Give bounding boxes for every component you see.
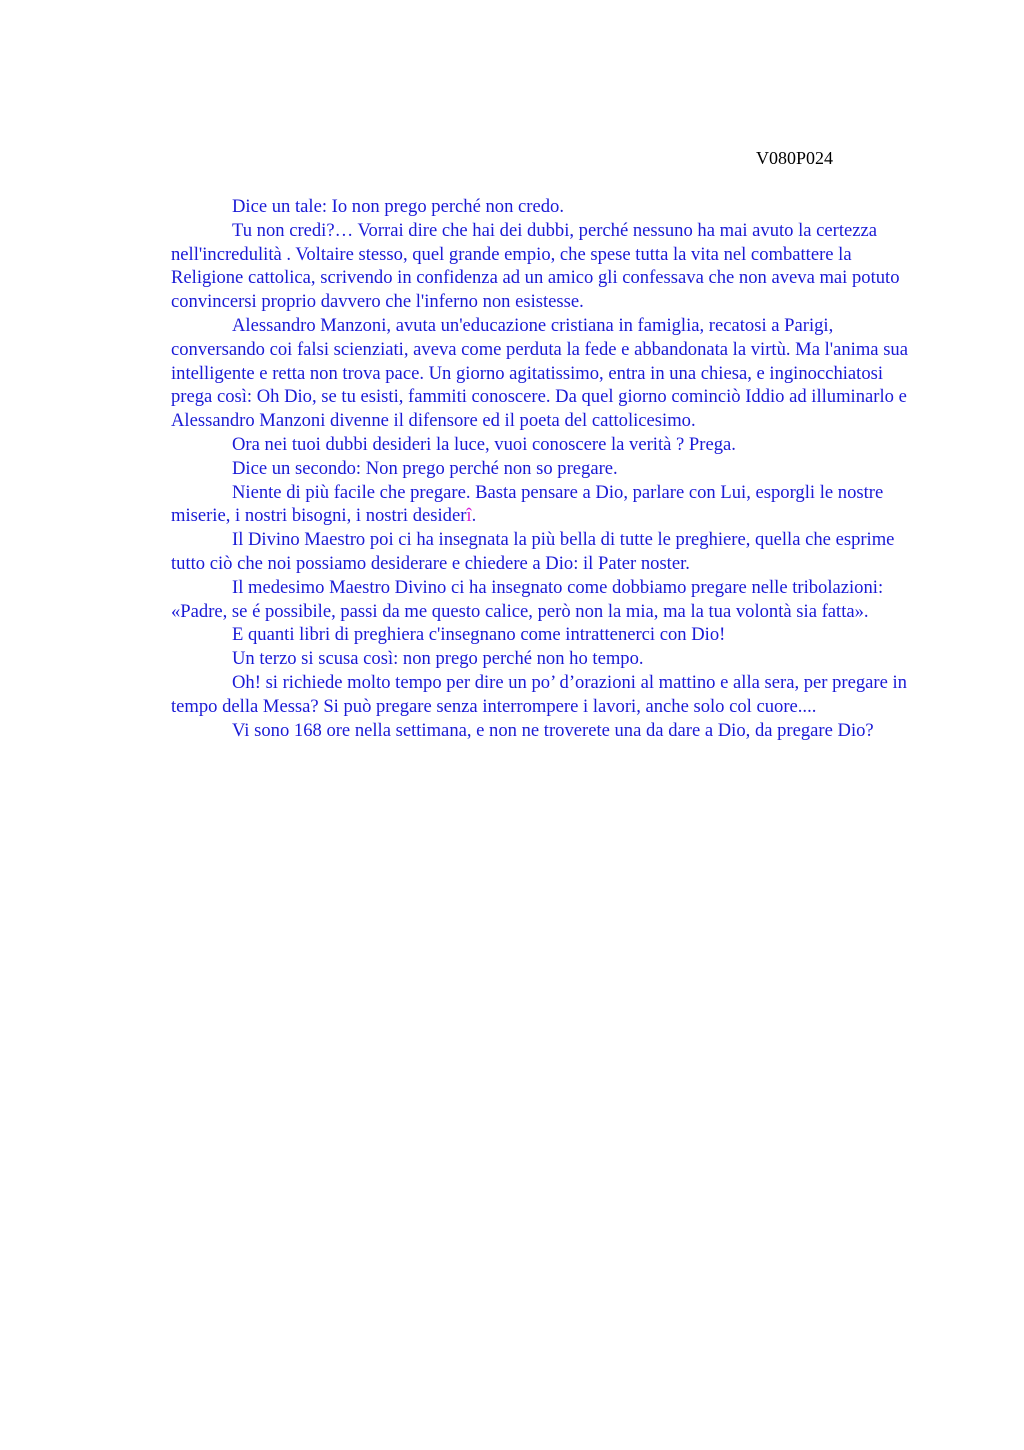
paragraph: Tu non credi?… Vorrai dire che hai dei dubbi, perché nessuno ha mai avuto la certezza nell'incredulità . Voltaire stesso, quel grande empio, che spese tutta la vita nel combattere la Religione cattolica, scrivendo in confidenza ad un amico gli confessava che non aveva mai potuto convincersi proprio davvero che l'inferno non esistesse.	[171, 219, 900, 313]
paragraph: Oh! si richiede molto tempo per dire un po’ d’orazioni al mattino e alla sera, per pregare in tempo della Messa? Si può pregare senza interrompere i lavori, anche solo col cuore....	[171, 671, 907, 717]
paragraph: Dice un secondo: Non prego perché non so pregare.	[232, 457, 618, 479]
paragraph-text: Niente di più facile che pregare. Basta pensare a Dio, parlare con Lui, esporgli le nostre miserie, i nostri bisogni, i nostri desider	[171, 481, 884, 527]
paragraph: Ora nei tuoi dubbi desideri la luce, vuoi conoscere la verità ? Prega.	[232, 433, 736, 455]
page-code: V080P024	[756, 148, 834, 168]
body-text	[171, 195, 921, 742]
paragraph: Un terzo si scusa così: non prego perché non ho tempo.	[232, 648, 644, 670]
paragraph: Il medesimo Maestro Divino ci ha insegnato come dobbiamo pregare nelle tribolazioni: «Padre, se é possibile, passi da me questo calice, però non la mia, ma la tua volontà sia fatta».	[171, 576, 884, 622]
paragraph: E quanti libri di preghiera c'insegnano come intrattenerci con Dio!	[232, 624, 726, 646]
paragraph: Vi sono 168 ore nella settimana, e non ne troverete una da dare a Dio, da pregare Dio?	[232, 719, 874, 741]
paragraph: Dice un tale: Io non prego perché non credo.	[232, 196, 564, 217]
paragraph: Il Divino Maestro poi ci ha insegnata la più bella di tutte le preghiere, quella che esprime tutto ciò che noi possiamo desiderare e chiedere a Dio: il Pater noster.	[171, 529, 895, 574]
paragraph: Alessandro Manzoni, avuta un'educazione cristiana in famiglia, recatosi a Parigi, conversando coi falsi scienziati, aveva come perduta la fede e abbandonata la virtù. Ma l'anima sua intelligente e retta non trova pace. Un giorno agitatissimo, entra in una chiesa, e inginocchiatosi prega così: Oh Dio, se tu esisti, fammiti conoscere. Da quel giorno cominciò Iddio ad illuminarlo e Alessandro Manzoni divenne il difensore ed il poeta del cattolicesimo.	[171, 314, 908, 432]
accent-character: î	[466, 505, 472, 527]
paragraph-text-end: .	[471, 505, 477, 527]
paragraph	[171, 481, 921, 529]
